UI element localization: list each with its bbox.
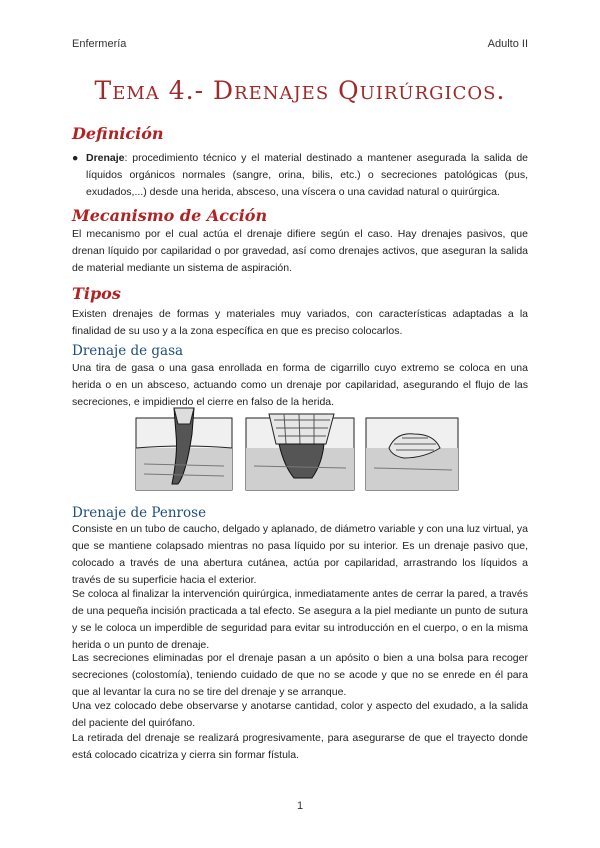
page-title: Tema 4.- Drenajes Quirúrgicos. bbox=[94, 76, 506, 105]
penrose-paragraph-1: Consiste en un tubo de caucho, delgado y aplanado, de diámetro variable y con una luz virtual, ya que se mantiene colapsado mientras no pasa líquido por su interior. Es un drenaje pasivo que, colocado a través de una abertura cutánea, actúa por capilaridad, arrastrando los líquidos a través de su superficie hacia el exterior. bbox=[72, 523, 528, 586]
definition-term: Drenaje bbox=[86, 152, 125, 164]
heading-definicion: Definición bbox=[72, 124, 164, 143]
penrose-paragraph-2: Se coloca al finalizar la intervención quirúrgica, inmediatamente antes de cerrar la pared, a través de una pequeña incisión practicada a tal efecto. Se asegura a la piel mediante un punto de sutura y se le coloca un imperdible de seguridad para evitar su introducción en el cuerpo, o en la misma herida o un punto de drenaje. bbox=[72, 588, 528, 651]
heading-mecanismo: Mecanismo de Acción bbox=[72, 206, 268, 225]
penrose-paragraph-5: La retirada del drenaje se realizará progresivamente, para asegurarse de que el trayecto donde está colocado cicatriza y cierra sin formar fístula. bbox=[72, 732, 528, 761]
mecanismo-text: El mecanismo por el cual actúa el drenaje difiere según el caso. Hay drenajes pasivos, que drenan líquido por capilaridad o por gravedad, así como drenajes activos, que aseguran la salida de material mediante un sistema de aspiración. bbox=[72, 228, 528, 274]
bullet-dot-icon: ● bbox=[72, 152, 79, 164]
definition-body: : procedimiento técnico y el material destinado a mantener asegurada la salida de líquidos orgánicos normales (sangre, orina, bilis, etc.) o secreciones patológicas (pus, exudados,...) desde una herida, absceso, una víscera o una cavidad natural o quirúrgica. bbox=[86, 152, 528, 198]
heading-drenaje-penrose: Drenaje de Penrose bbox=[72, 505, 207, 521]
penrose-paragraph-3: Las secreciones eliminadas por el drenaje pasan a un apósito o bien a una bolsa para recoger secreciones (colostomía), teniendo cuidado de que no se acode y que no se enrede en él para que al levantar la cura no se tire del drenaje y se arranque. bbox=[72, 652, 528, 698]
gauze-drain-illustration bbox=[134, 404, 460, 494]
penrose-paragraph-4: Una vez colocado debe observarse y anotarse cantidad, color y aspecto del exudado, a la salida del paciente del quirófano. bbox=[72, 700, 528, 729]
page-number: 1 bbox=[296, 800, 304, 812]
heading-tipos: Tipos bbox=[72, 284, 121, 303]
definition-text bbox=[86, 150, 528, 201]
definition-bullet bbox=[72, 150, 528, 201]
gasa-text: Una tira de gasa o una gasa enrollada en forma de cigarrillo cuyo extremo se coloca en una herida o en un absceso, actuando como un drenaje por capilaridad, asegurando el flujo de las secreciones, e impidiendo el cierre en falso de la herida. bbox=[72, 362, 528, 408]
header-course: Adulto II bbox=[487, 38, 528, 50]
header-subject: Enfermería bbox=[72, 38, 127, 50]
heading-drenaje-gasa: Drenaje de gasa bbox=[72, 343, 184, 359]
tipos-text: Existen drenajes de formas y materiales muy variados, con características adaptadas a la finalidad de su uso y a la zona específica en que es preciso colocarlos. bbox=[72, 308, 528, 337]
